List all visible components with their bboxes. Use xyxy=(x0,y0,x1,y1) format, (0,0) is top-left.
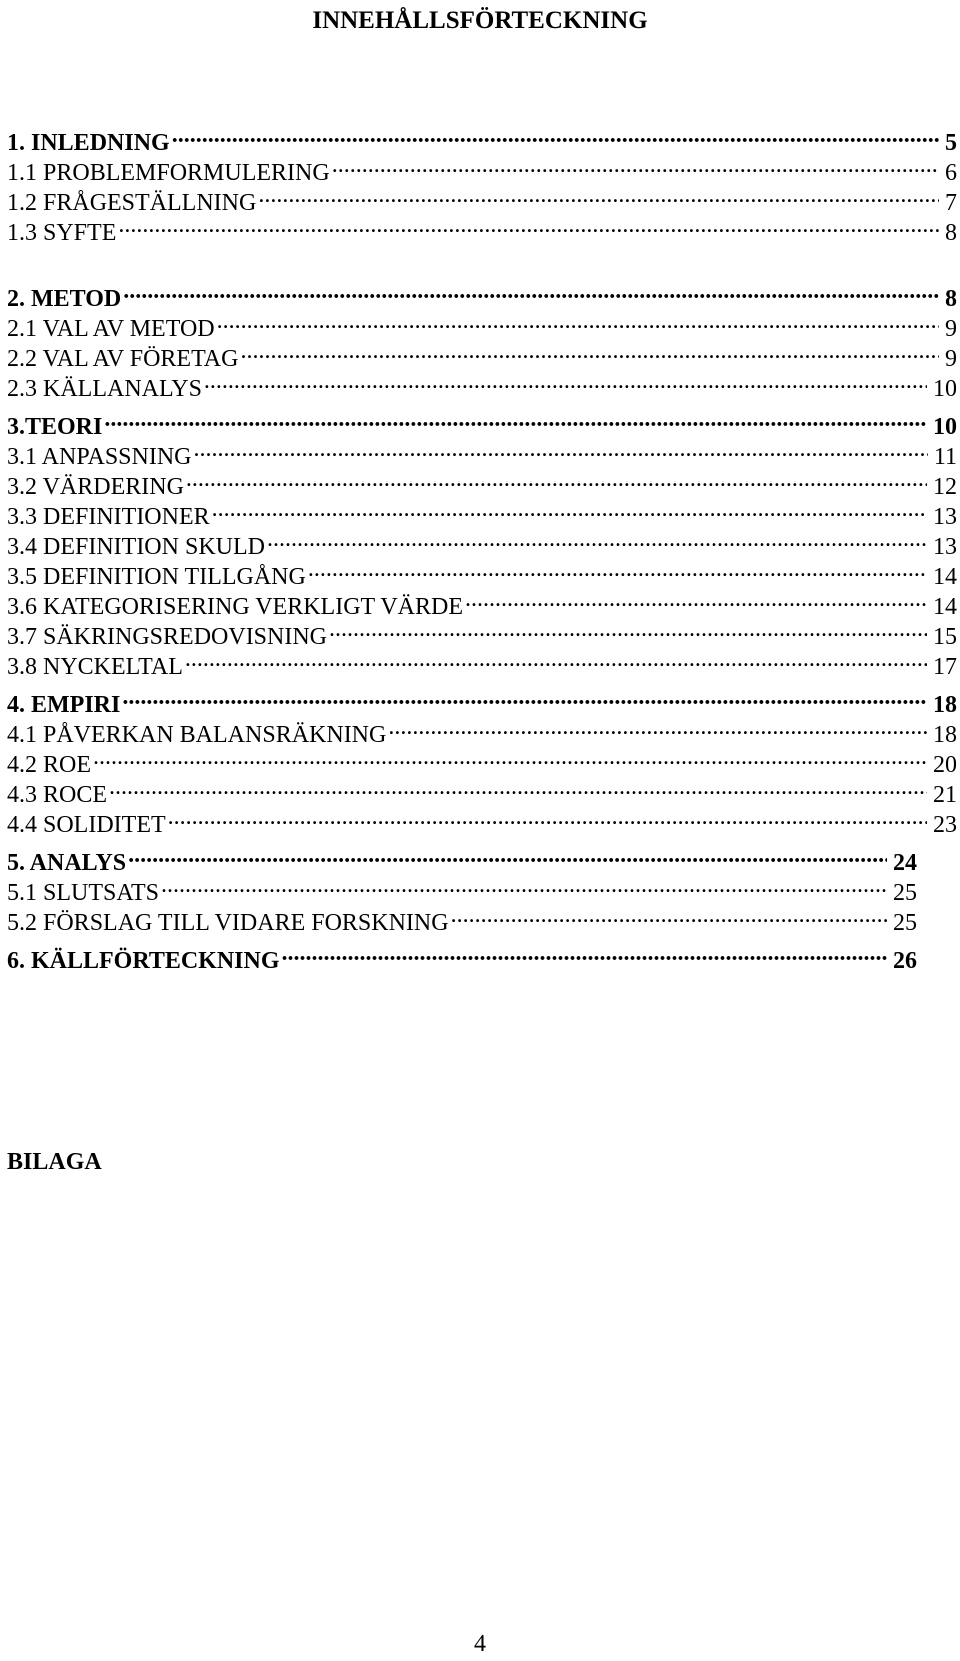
toc-entry-label: 5. ANALYS xyxy=(7,850,127,876)
toc-entry-label: 3.6 KATEGORISERING VERKLIGT VÄRDE xyxy=(7,594,463,620)
toc-section-inledning xyxy=(7,120,957,246)
toc-entry-label: 4.4 SOLIDITET xyxy=(7,812,166,838)
toc-entry[interactable] xyxy=(7,712,957,748)
toc-entry-page: 13 xyxy=(933,534,957,560)
toc-entry-label: 3.3 DEFINITIONER xyxy=(7,504,210,530)
toc-entry-page: 14 xyxy=(933,594,957,620)
toc-leader-dots xyxy=(240,336,939,366)
toc-leader-dots xyxy=(258,180,939,210)
toc-entry-label: 4. EMPIRI xyxy=(7,692,121,718)
toc-leader-dots xyxy=(332,150,939,180)
toc-leader-dots xyxy=(168,802,927,832)
toc-leader-dots xyxy=(212,494,927,524)
toc-entry-label: 3.TEORI xyxy=(7,414,103,440)
page-title: INNEHÅLLSFÖRTECKNING xyxy=(312,7,648,34)
toc-entry-label: 1.2 FRÅGESTÄLLNING xyxy=(7,190,257,216)
toc-entry[interactable] xyxy=(7,802,957,838)
toc-leader-dots xyxy=(388,712,927,742)
toc-entry-label: 3.4 DEFINITION SKULD xyxy=(7,534,265,560)
toc-leader-dots xyxy=(128,840,887,870)
toc-leader-dots xyxy=(267,524,927,554)
appendix-label: BILAGA xyxy=(7,1149,102,1175)
toc-entry-label: 3.2 VÄRDERING xyxy=(7,474,184,500)
toc-leader-dots xyxy=(122,682,927,712)
toc-section-kallforteckning xyxy=(7,938,917,974)
toc-entry-page: 15 xyxy=(933,624,957,650)
toc-entry-page: 5 xyxy=(945,130,957,156)
toc-entry-heading[interactable] xyxy=(7,682,957,718)
toc-entry-heading[interactable] xyxy=(7,276,957,312)
toc-entry-label: 2.1 VAL AV METOD xyxy=(7,316,215,342)
toc-leader-dots xyxy=(104,404,927,434)
toc-leader-dots xyxy=(282,938,887,968)
table-of-contents xyxy=(7,120,957,1004)
toc-entry-label: 4.2 ROE xyxy=(7,752,91,778)
toc-entry-page: 24 xyxy=(893,850,917,876)
toc-entry-label: 1. INLEDNING xyxy=(7,130,170,156)
toc-entry-page: 11 xyxy=(933,444,957,470)
page-number: 4 xyxy=(474,1631,486,1657)
toc-entry-label: 1.3 SYFTE xyxy=(7,220,117,246)
toc-entry-label: 5.2 FÖRSLAG TILL VIDARE FORSKNING xyxy=(7,910,449,936)
toc-entry[interactable] xyxy=(7,742,957,778)
toc-entry-page: 7 xyxy=(945,190,957,216)
toc-entry[interactable] xyxy=(7,434,957,470)
toc-leader-dots xyxy=(93,742,927,772)
toc-leader-dots xyxy=(161,870,887,900)
toc-section-teori xyxy=(7,404,957,680)
toc-entry-page: 18 xyxy=(933,722,957,748)
toc-entry-label: 2.3 KÄLLANALYS xyxy=(7,376,202,402)
toc-entry-label: 2.2 VAL AV FÖRETAG xyxy=(7,346,239,372)
toc-leader-dots xyxy=(194,434,928,464)
toc-entry-label: 3.8 NYCKELTAL xyxy=(7,654,183,680)
toc-leader-dots xyxy=(329,614,927,644)
toc-leader-dots xyxy=(172,120,939,150)
toc-entry-page: 25 xyxy=(893,910,917,936)
toc-leader-dots xyxy=(109,772,927,802)
toc-entry[interactable] xyxy=(7,870,917,906)
toc-entry-label: 3.5 DEFINITION TILLGÅNG xyxy=(7,564,306,590)
toc-entry-page: 8 xyxy=(945,220,957,246)
toc-entry-page: 18 xyxy=(933,692,957,718)
toc-entry-label: 3.7 SÄKRINGSREDOVISNING xyxy=(7,624,328,650)
toc-entry[interactable] xyxy=(7,772,957,808)
toc-leader-dots xyxy=(465,584,927,614)
toc-leader-dots xyxy=(123,276,939,306)
toc-entry-page: 21 xyxy=(933,782,957,808)
toc-entry-page: 20 xyxy=(933,752,957,778)
toc-leader-dots xyxy=(118,210,939,240)
toc-entry-page: 14 xyxy=(933,564,957,590)
toc-entry-page: 6 xyxy=(945,160,957,186)
toc-leader-dots xyxy=(204,366,927,396)
toc-entry-page: 9 xyxy=(945,316,957,342)
toc-entry-label: 2. METOD xyxy=(7,286,122,312)
toc-leader-dots xyxy=(451,900,887,930)
toc-entry-label: 1.1 PROBLEMFORMULERING xyxy=(7,160,330,186)
toc-entry-label: 4.3 ROCE xyxy=(7,782,108,808)
toc-section-empiri xyxy=(7,682,957,838)
toc-entry-heading[interactable] xyxy=(7,938,917,974)
toc-entry-label: 4.1 PÅVERKAN BALANSRÄKNING xyxy=(7,722,387,748)
toc-entry-label: 3.1 ANPASSNING xyxy=(7,444,192,470)
toc-entry-page: 9 xyxy=(945,346,957,372)
toc-entry-heading[interactable] xyxy=(7,120,957,156)
toc-entry[interactable] xyxy=(7,306,957,342)
toc-entry-page: 10 xyxy=(933,376,957,402)
toc-entry-page: 10 xyxy=(933,414,957,440)
toc-entry-page: 13 xyxy=(933,504,957,530)
toc-entry-label: 5.1 SLUTSATS xyxy=(7,880,160,906)
toc-entry-page: 12 xyxy=(933,474,957,500)
toc-entry-page: 25 xyxy=(893,880,917,906)
toc-leader-dots xyxy=(186,464,927,494)
toc-entry[interactable] xyxy=(7,210,957,246)
toc-leader-dots xyxy=(217,306,939,336)
toc-leader-dots xyxy=(185,644,927,674)
toc-entry-page: 23 xyxy=(933,812,957,838)
toc-entry-label: 6. KÄLLFÖRTECKNING xyxy=(7,948,280,974)
toc-leader-dots xyxy=(308,554,927,584)
toc-entry-page: 8 xyxy=(945,286,957,312)
toc-section-metod xyxy=(7,276,957,402)
toc-entry-heading[interactable] xyxy=(7,840,917,876)
toc-entry-heading[interactable] xyxy=(7,404,957,440)
toc-entry-page: 26 xyxy=(893,948,917,974)
toc-section-analys xyxy=(7,840,917,936)
toc-entry-page: 17 xyxy=(933,654,957,680)
